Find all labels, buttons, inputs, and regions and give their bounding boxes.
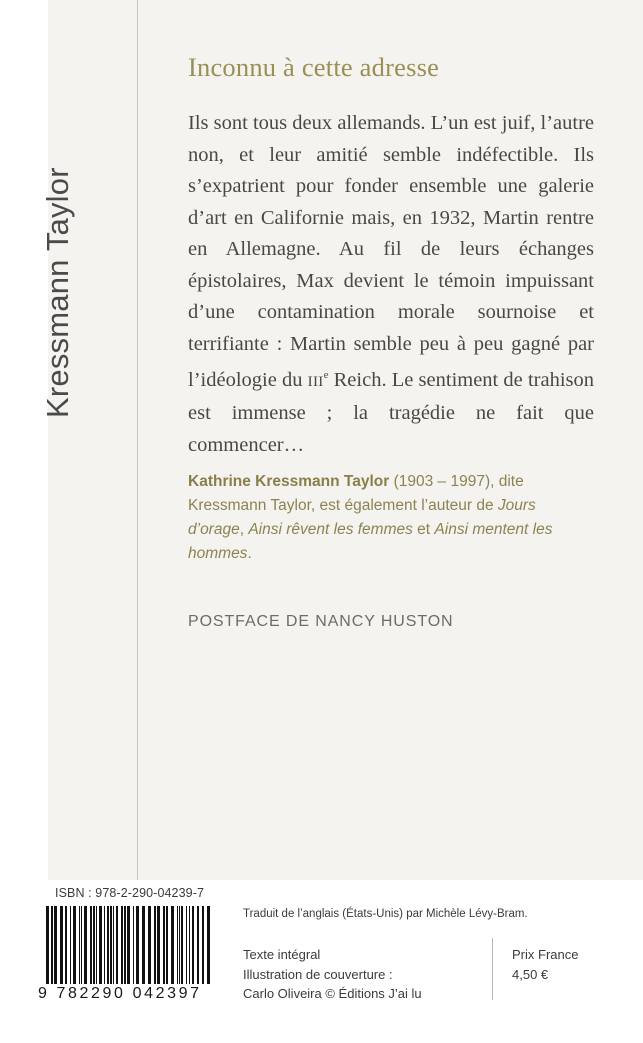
author-bio-text-2: , [239,521,249,538]
price-label: Prix France [512,947,579,962]
author-bio-work-1: Jours d’orage [188,497,536,538]
barcode-digits: 9 782290 042397 [38,985,202,1002]
author-bio-work-3: Ainsi mentent les hommes [188,521,553,562]
book-title: Inconnu à cette adresse [188,52,440,82]
author-bio [188,470,594,566]
blurb-text-part1: Ils sont tous deux allemands. L’un est juif, l’autre non, et leur amitié semble indéfectible. Ils s’expatrient pour fonder ensemble une galerie d’art en Californie mais, en 1932, Martin rentre en Allemagne. Au fil de leurs échanges épistolaires, Max devient le témoin impuissant d’une contamination morale sournoise et terrifiante : Martin semble peu à peu gagné par l’idéologie du [188,112,594,391]
barcode-bars [46,906,212,984]
blurb-reich-ordinal: e [323,369,329,381]
price-divider [492,938,493,1000]
book-blurb [188,108,594,461]
author-bio-text-4: . [247,545,252,562]
postface-credit: POSTFACE DE NANCY HUSTON [188,613,454,630]
credits-line-3: Carlo Oliveira © Éditions J’ai lu [243,986,422,1001]
credits-line-2: Illustration de couverture : [243,966,393,982]
author-bio-text-1: , dite Kressmann Taylor, est également l’auteur de [188,473,524,514]
barcode-image [46,906,212,984]
blurb-text-part2: Reich. Le sentiment de trahison est immense ; la tragédie ne fait que commencer… [188,368,594,456]
author-bio-work-2: Ainsi rêvent les femmes [248,521,413,538]
author-bio-dates: (1903 – 1997) [393,473,491,490]
author-bio-text-3: et [412,521,435,538]
author-bio-name: Kathrine Kressmann Taylor [188,473,390,490]
publication-credits [243,945,473,1004]
price-block [512,945,622,984]
isbn-text: ISBN : 978-2-290-04239-7 [55,886,205,900]
price-value: 4,50 € [512,966,549,982]
credits-line-1: Texte intégral [243,947,321,962]
spine-divider-line [137,0,138,880]
blurb-reich-numeral: III [307,373,324,390]
author-name-vertical: Kressmann Taylor [40,167,75,418]
translator-credit: Traduit de l’anglais (États-Unis) par Michèle Lévy-Bram. [243,908,528,920]
